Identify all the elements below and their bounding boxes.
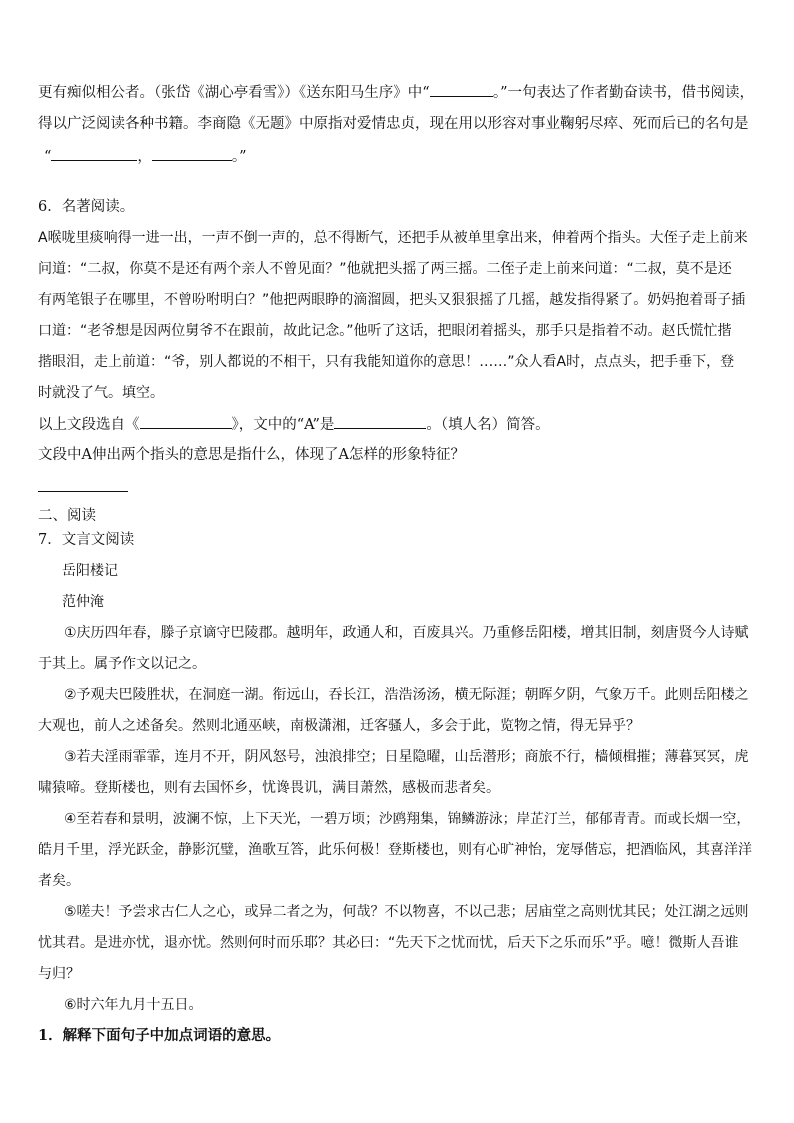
answer-blank[interactable] xyxy=(334,414,426,429)
q6-text: 》，文中的“A”是 xyxy=(231,417,335,433)
answer-blank[interactable] xyxy=(430,82,493,97)
essay-paragraph-line: 大观也，前人之述备矣。然则北通巫峡，南极潇湘，迁客骚人，多会于此，览物之情，得无异乎？ xyxy=(38,718,640,734)
sub-question-1: 1．解释下面句子中加点词语的意思。 xyxy=(38,1027,281,1044)
essay-author: 范仲淹 xyxy=(62,594,104,610)
q5-line-2 xyxy=(38,114,754,134)
q6-passage-line: 时就没了气。填空。 xyxy=(38,385,164,401)
essay-paragraph-line: ①庆历四年春，滕子京谪守巴陵郡。越明年，政通人和，百废具兴。乃重修岳阳楼，增其旧制，刻唐贤今人诗赋 xyxy=(64,625,749,641)
q6-passage-line: 问道：“二叔，你莫不是还有两个亲人不曾见面？”他就把头摇了两三摇。二侄子走上前来问道：“二叔，莫不是还 xyxy=(38,261,732,277)
essay-paragraph-line: 皓月千里，浮光跃金，静影沉璧，渔歌互答，此乐何极！登斯楼也，则有心旷神怡，宠辱偕忘，把酒临风，其喜洋洋 xyxy=(38,842,752,858)
essay-paragraph-line: 忧其君。是进亦忧，退亦忧。然则何时而乐耶？其必曰：“先天下之忧而忧，后天下之乐而乐”乎。噫！微斯人吾谁 xyxy=(38,935,739,951)
answer-blank[interactable] xyxy=(51,146,137,161)
essay-paragraph-line: ⑤嗟夫！予尝求古仁人之心，或异二者之为，何哉？不以物喜，不以己悲；居庙堂之高则忧其民；处江湖之远则 xyxy=(64,904,749,920)
q6-passage-line: 有两笔银子在哪里，不曾吩咐明白？”他把两眼睁的滴溜圆，把头又狠狠摇了几摇，越发指得紧了。奶妈抱着哥子插 xyxy=(38,292,746,308)
essay-paragraph-line: ④至若春和景明，波澜不惊，上下天光，一碧万顷；沙鸥翔集，锦鳞游泳；岸芷汀兰，郁郁青青。而或长烟一空， xyxy=(64,811,751,827)
q6-fill-line xyxy=(38,414,754,435)
q6-question: 文段中A伸出两个指头的意思是指什么，体现了A怎样的形象特征？ xyxy=(38,447,465,463)
q5-text: 。”一句表达了作者勤奋读书，借书阅读， xyxy=(492,85,754,101)
answer-line[interactable] xyxy=(38,491,128,492)
q7-heading: 7．文言文阅读 xyxy=(38,532,135,548)
q5-line-1 xyxy=(38,82,754,103)
q5-text: 得以广泛阅读各种书籍。李商隐《无题》中原指对爱情忠贞，现在用以形容对事业鞠躬尽瘁、死而后已的名句是 xyxy=(38,116,749,132)
q5-text: “ xyxy=(44,149,52,165)
essay-paragraph-line: ⑥时六年九月十五日。 xyxy=(64,997,203,1013)
q6-text: 以上文段选自《 xyxy=(38,417,140,433)
essay-paragraph-line: 于其上。属予作文以记之。 xyxy=(38,656,206,672)
q5-text: ， xyxy=(137,149,152,165)
q5-text: 。” xyxy=(231,149,247,165)
essay-paragraph-line: ②予观夫巴陵胜状，在洞庭一湖。衔远山，吞长江，浩浩汤汤，横无际涯；朝晖夕阴，气象万千。此则岳阳楼之 xyxy=(64,687,749,703)
essay-title: 岳阳楼记 xyxy=(62,563,118,579)
q5-line-3 xyxy=(44,146,760,167)
essay-paragraph-line: 者矣。 xyxy=(38,873,80,889)
q6-passage-line: 口道：“老爷想是因两位舅爷不在跟前，故此记念。”他听了这话，把眼闭着摇头，那手只是指着不动。赵氏慌忙揩 xyxy=(38,323,732,339)
answer-blank[interactable] xyxy=(140,414,232,429)
q6-heading: 6．名著阅读。 xyxy=(38,199,135,215)
essay-paragraph-line: 与归？ xyxy=(38,966,80,982)
essay-paragraph-line: ③若夫淫雨霏霏，连月不开，阴风怒号，浊浪排空；日星隐曜，山岳潜形；商旅不行，樯倾楫摧；薄暮冥冥，虎 xyxy=(64,749,749,765)
essay-paragraph-line: 啸猿啼。登斯楼也，则有去国怀乡，忧谗畏讥，满目萧然，感极而悲者矣。 xyxy=(38,780,500,796)
q5-text: 更有痴似相公者。（张岱《湖心亭看雪》）《送东阳马生序》中“ xyxy=(38,85,430,101)
answer-blank[interactable] xyxy=(152,146,232,161)
q6-text: 。（填人名）简答。 xyxy=(426,417,550,433)
section-heading: 二、阅读 xyxy=(38,508,96,524)
q6-passage-line: 揩眼泪，走上前道：“爷，别人都说的不相干，只有我能知道你的意思！……”众人看A时，点点头，把手垂下，登 xyxy=(38,354,735,370)
q6-passage-line: A喉咙里痰响得一进一出，一声不倒一声的，总不得断气，还把手从被单里拿出来，伸着两个指头。大侄子走上前来 xyxy=(38,230,748,246)
